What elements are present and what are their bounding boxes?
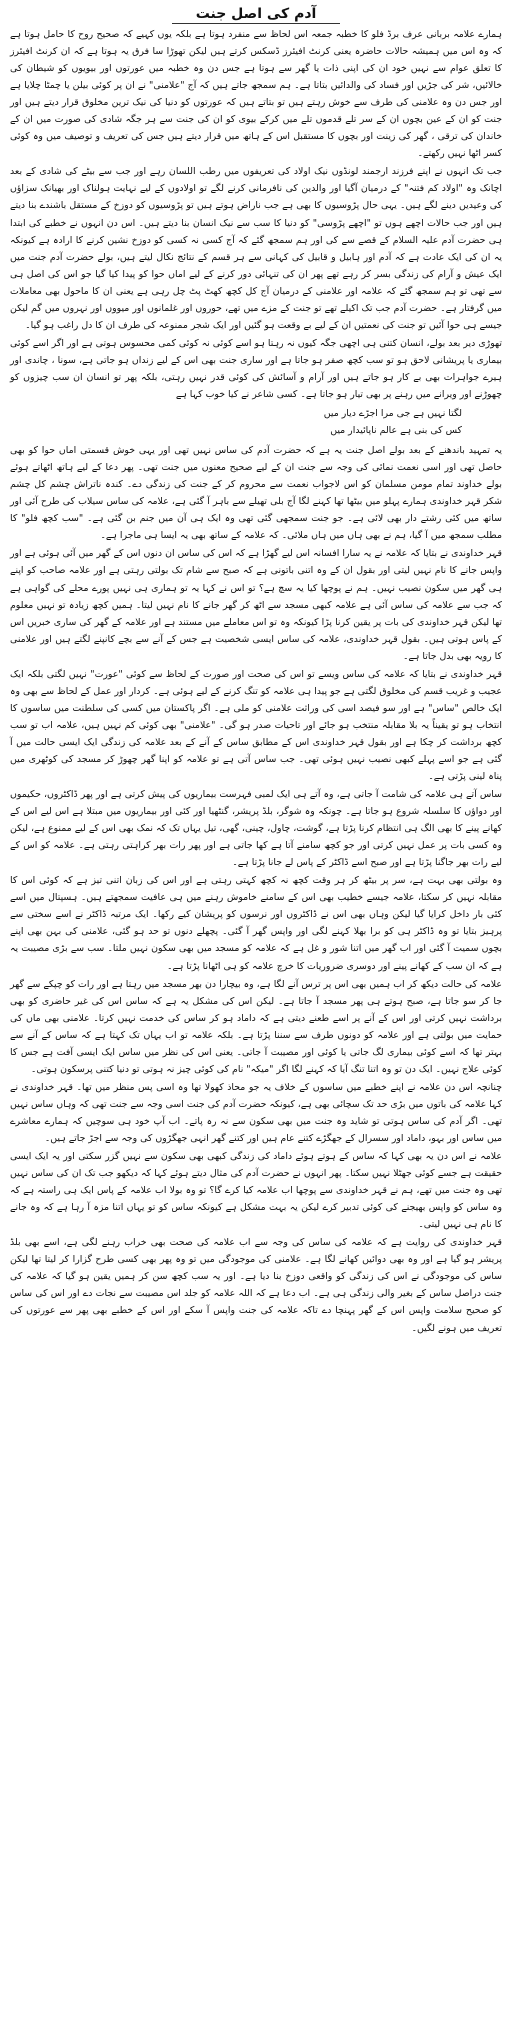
paragraph: قہر خداوندی نے بتایا کہ علامہ نے یہ سارا افسانہ اس لیے گھڑا ہے کہ اس کی ساس ان دنوں اس کے گھر میں آئی ہوئی ہے اور واپس جانے کا نام نہیں لیتی اور بقول ان کے وہ اتنی باتونی ہے کہ صبح سے شام تک بولتی رہتی ہے اور علامہ صاحب کو اپنے ہی گھر میں سکون نصیب نہیں۔ ہم نے پوچھا کیا یہ سچ ہے؟ تو اس نے کہا یہ تو ہماری ہی نہیں پورے محلے کی گواہی ہے کہ جب سے علامہ کی ساس آئی ہے علامہ کبھی مسجد سے اٹھ کر گھر جانے کا نام نہیں لیتا۔ ہمیں کچھ زیادہ تو نہیں معلوم تھا لیکن قہر خداوندی کی بات پر یقین کرنا پڑا کیونکہ وہ تو اس معاملے میں مستند ہے اور علامہ کے گھر کی ساری خبریں اس کے پاس ہوتی ہیں۔ بقول قہر خداوندی، علامہ کی ساس ایسی شخصیت ہے جس کے آنے سے بچے کانپنے لگتے ہیں اور علامنی کا رویہ بھی بدل جاتا ہے۔ [10,548,502,662]
paragraph: تھوڑی دیر بعد بولے، انسان کتنی ہی اچھی جگہ کیوں نہ رہتا ہو اسے کوئی نہ کوئی کمی محسوس ہوتی ہے اور اگر اسے کوئی بیماری یا پریشانی لاحق ہو تو سب کچھ صفر ہو جاتا ہے اور ساری جنت بھی اس کے لیے زنداں ہو جاتی ہے، سونا ، چاندی اور ہیرے جواہرات بھی بے کار ہو جاتے ہیں اور آرام و آسائش کی کوئی قدر نہیں رہتی، بلکہ پھر تو انسان ان سب چیزوں کو چھوڑنے اور ویرانے میں رہنے پر بھی تیار ہو جاتا ہے۔ کسی شاعر نے کیا خوب کہا ہے [10,337,502,400]
article-body [10,26,502,1337]
couplet-line: کس کی بنی ہے عالم ناپائیدار میں [330,425,462,437]
paragraph: چنانچہ اس دن علامہ نے اپنے خطبے میں ساسوں کے خلاف یہ جو محاذ کھولا تھا وہ اسی پس منظر میں تھا۔ قہر خداوندی نے کہا علامہ کی باتوں میں بڑی حد تک سچائی بھی ہے، کیونکہ حضرت آدم کی جنت اسی وجہ سے جنت تھی کہ وہاں ساس نہیں تھی۔ اگر آدم کی ساس ہوتی تو شاید وہ جنت میں بھی سکون سے نہ رہ پاتے۔ اب آپ خود ہی سوچیں کہ ہمارے معاشرے میں ساس اور بہو، داماد اور سسرال کے جھگڑے کتنے عام ہیں اور کتنے گھر انہی جھگڑوں کی وجہ سے اجڑ جاتے ہیں۔ [10,1081,502,1144]
paragraph: ساس آتے ہی علامہ کی شامت آ جاتی ہے، وہ آتے ہی ایک لمبی فہرست بیماریوں کی پیش کرتی ہے اور پھر ڈاکٹروں، حکیموں اور دواؤں کا سلسلہ شروع ہو جاتا ہے۔ چونکہ وہ شوگر، بلڈ پریشر، گنٹھیا اور کئی اور بیماریوں میں مبتلا ہے اس لیے اس کے کھانے پینے کا بھی الگ ہی انتظام کرنا پڑتا ہے، گوشت، چاول، چینی، گھی، تیل یہاں تک کہ نمک بھی اس کے لیے ممنوع ہے، لیکن وہ کسی بات پر عمل نہیں کرتی اور جو کچھ سامنے آتا ہے کھا جاتی ہے اور پھر رات بھر کراہتی رہتی ہے۔ علامہ کو اس کے لیے رات بھر جاگنا پڑتا ہے اور صبح اسے ڈاکٹر کے پاس لے جانا پڑتا ہے۔ [10,789,502,869]
article-title: آدم کی اصل جنت [10,4,502,24]
paragraph: وہ بولتی بھی بہت ہے، سر پر بیٹھ کر ہر وقت کچھ نہ کچھ کہتی رہتی ہے اور اس کی زبان اتنی تیز ہے کہ کوئی اس کا مقابلہ نہیں کر سکتا، علامہ جیسے خطیب بھی اس کے سامنے خاموش رہنے میں ہی عافیت سمجھتے ہیں۔ ہسپتال میں اسے کئی بار داخل کرایا گیا لیکن وہاں بھی اس نے ڈاکٹروں اور نرسوں کو پریشان کیے رکھا۔ ایک مرتبہ ڈاکٹر نے اسے سختی سے پرہیز بتایا تو وہ ڈاکٹر ہی کو برا بھلا کہنے لگی اور واپس گھر آ گئی۔ پچھلے دنوں تو حد ہو گئی، علامنی کی بہن بھی اپنے بچوں سمیت آ گئی اور اب گھر میں اتنا شور و غل ہے کہ علامہ کو مسجد میں بھی سکون نہیں ملتا۔ سب سے بڑی مصیبت یہ ہے کہ ان سب کے کھانے پینے اور دوسری ضروریات کا خرچ علامہ کو ہی اٹھانا پڑتا ہے۔ [10,875,502,972]
paragraph: علامہ نے اس دن یہ بھی کہا کہ ساس کے ہوتے ہوئے داماد کی زندگی کبھی بھی سکون سے نہیں گزر سکتی اور یہ ایک ایسی حقیقت ہے جسے کوئی جھٹلا نہیں سکتا۔ پھر انہوں نے حضرت آدم کی مثال دیتے ہوئے کہا کہ دیکھو جب تک ان کی ساس نہیں تھی وہ جنت میں تھے، ہم نے قہر خداوندی سے پوچھا اب علامہ کیا کرے گا؟ تو وہ بولا اب علامہ کے پاس ایک ہی راستہ ہے کہ وہ ساس کو واپس بھیجنے کی کوئی تدبیر کرے لیکن یہ بہت مشکل ہے کیونکہ ساس کو تو یہاں اتنا مزہ آ رہا ہے کہ وہ جانے کا نام ہی نہیں لیتی۔ [10,1151,502,1231]
paragraph: علامہ کی حالت دیکھ کر اب ہمیں بھی اس پر ترس آنے لگا ہے، وہ بیچارا دن بھر مسجد میں رہتا ہے اور رات کو چپکے سے گھر جا کر سو جاتا ہے، صبح ہوتے ہی پھر مسجد آ جاتا ہے۔ لیکن اس کی مشکل یہ ہے کہ ساس اس کی غیر حاضری کو بھی برداشت نہیں کرتی اور اس کے آنے پر اسے طعنے دیتی ہے کہ داماد ہو کر ساس کی خدمت نہیں کرتا۔ علامنی بھی ماں کی حمایت میں بولتی ہے اور علامہ کو دونوں طرف سے سننا پڑتا ہے۔ بلکہ علامہ تو اب یہاں تک کہتا ہے کہ ساس کے آنے سے بہتر تھا کہ اسے کوئی بیماری لگ جاتی یا کوئی اور مصیبت آ جاتی۔ یعنی اس کی نظر میں ساس ایک ایسی آفت ہے جس کا کوئی علاج نہیں۔ ایک دن تو وہ اتنا تنگ آیا کہ کہنے لگا اگر "میکہ" نام کی کوئی چیز نہ ہوتی تو دنیا کتنی پرسکون ہوتی۔ [10,978,502,1075]
paragraph: ہمارے علامہ بربانی عرف برڈ فلو کا خطبہ جمعہ اس لحاظ سے منفرد ہوتا ہے بلکہ یوں کہیے کہ صحیح روح کا حامل ہوتا ہے کہ وہ اس میں ہمیشہ حالات حاضرہ یعنی کرنٹ افیئرز ڈسکس کرتے ہیں لیکن تھوڑا سا فرق یہ ہوتا ہے کہ ان کرنٹ افیئرز کا تعلق عوام سے نہیں خود ان کی اپنی ذات یا گھر سے ہوتا ہے جس دن وہ خطبہ میں عورتوں اور بیویوں کو شیطان کی خالائیں، شر کی جڑیں اور فساد کی والدائیں بتاتا ہے۔ ہم سمجھ جاتے ہیں کہ آج "علامنی" نے ان پر کوئی بیلن یا چمٹا چلایا ہے اور جس دن وہ علامنی کی طرف سے خوش رہتے ہیں تو بتاتے ہیں کہ عورتوں کو دنیا کی نیک ترین مخلوق قرار دیتے ہیں اور جنت کو ان کے عین بچوں ان کے سر تلے قدموں تلے میں کرکے بیوی کو ان کی جنت سے ہر جگہ شادی کی صورت میں ان کے خاندان کی ترقی ، گھر کی زینت اور بچوں کا مستقبل اس کے ہاتھ میں قرار دیتے ہیں جس کی تعریف و توصیف میں وہ کوئی کسر اٹھا نہیں رکھتے۔ [10,29,502,160]
paragraph: جب تک انہوں نے اپنے فرزند ارجمند لونڈوں نیک اولاد کی تعریفوں میں رطب اللسان رہے اور جب سے بیٹے کی شادی کے بعد اچانک وہ "اولاد کم فتنہ" کے درمیان آگیا اور والدین کی نافرمانی کرنے لگے تو اولادوں کے لیے نہایت ہولناک اور بھیانک سزاؤں کی وعیدیں دینے لگے ہیں۔ یہی حال پڑوسیوں کا بھی ہے جب ناراض ہوتے ہیں تو پڑوسیوں کو دوزخ کے مستقل باشندے بنا دیتے ہیں اور جب حالات اچھے ہوں تو "اچھے پڑوسی" کو دنیا کا سب سے نیک انسان بنا دیتے ہیں۔ اس دن انہوں نے خطبے کی ابتدا ہی حضرت آدم علیہ السلام کے قصے سے کی اور ہم سمجھ گئے کہ آج کسی نہ کسی کو دوزخ نشین کرنے کا ارادہ ہے کیونکہ یہ ان کی ایک عادت ہے کہ آدم اور ہابیل و قابیل کی کہانی سے ہر قسم کے نتائج نکال لیتے ہیں، بولے حضرت آدم جنت میں ایک عیش و آرام کی زندگی بسر کر رہے تھے پھر ان کی تنہائی دور کرنے کے لیے اماں حوا کو پیدا کیا گیا جو اس کی اصل ہی سے تھی تو ہم سمجھ گئے کہ علامہ اور علامنی کے درمیان آج کل کچھ کھٹ پٹ چل رہی ہے یعنی ان کا ماحول بھی معاملات میں گرفتار ہے۔ حضرت آدم جب تک اکیلے تھے تو جنت کے مزے میں تھے، حوروں اور غلمانوں اور میووں اور نہروں میں گم لیکن جیسے ہی حوا آئیں تو جنت کی نعمتیں ان کے لیے بے وقعت ہو گئیں اور ایک شجر ممنوعہ کی طرف ان کا دل راغب ہو گیا۔ [10,166,502,331]
paragraph: یہ تمہید باندھنے کے بعد بولے اصل جنت یہ ہے کہ حضرت آدم کی ساس نہیں تھی اور یہی خوش قسمتی اماں حوا کو بھی حاصل تھی اور اسی نعمت نمائی کی وجہ سے جنت ان کے لیے صحیح معنوں میں جنت تھی۔ پھر دعا کے لیے ہاتھ اٹھاتے ہوئے بولے خداوند تمام مومن مسلمان کو اس لاجواب نعمت سے محروم کر کے جنت کی زندگی دے۔ کندہ ناتراش چشم کل چشم شکر قہر خداوندی ہمارے پہلو میں بیٹھا تھا کہنے لگا آج بلی تھیلے سے باہر آ گئی ہے، علامہ کی ساس سیلاب کی طرح آئی اور ساتھ میں کئی رشتے دار بھی لائی ہے۔ جو جنت سمجھی گئی تھی وہ ایک ہی آن میں جنم بن گئی ہے۔ "سب کچھ فلو" کا مطلب سمجھ میں آ گیا، ہم نے بھی ہاں میں ہاں ملائی۔ کہ علامہ کے ساتھ بھی یہ ایسا ہی ماجرا ہے۔ [10,445,502,542]
paragraph: قہر خداوندی نے بتایا کہ علامہ کی ساس ویسے تو اس کی صحت اور صورت کے لحاظ سے کوئی "عورت" نہیں لگتی بلکہ ایک عجیب و غریب قسم کی مخلوق لگتی ہے جو پیدا ہی علامہ کو تنگ کرنے کے لیے ہوئی ہے۔ کردار اور عمل کے لحاظ سے بھی وہ ایک خالص "ساس" ہے اور سو فیصد اسی کی وراثت علامنی کو ملی ہے۔ اگر پاکستان میں کسی کی سلطنت میں ساسوں کا انتخاب ہو تو یقیناً یہ بلا مقابلہ منتخب ہو جائے اور تاحیات صدر ہو گی۔ "علامنی" بھی کوئی کم نہیں ہیں، علامہ اب تو سب کچھ برداشت کر چکا ہے اور بقول قہر خداوندی اس کے مطابق ساس کے آنے کے بعد علامہ کی زندگی ایک ایسی حالت میں آ گئی ہے جو اسے پہلے کبھی نصیب نہیں ہوئی تھی۔ جب ساس آتی ہے تو علامہ کو اپنا گھر چھوڑ کر مسجد کی کوٹھری میں پناہ لینی پڑتی ہے۔ [10,668,502,783]
paragraph: قہر خداوندی کی روایت ہے کہ علامہ کی ساس کی وجہ سے اب علامہ کی صحت بھی خراب رہنے لگی ہے، اسے بھی بلڈ پریشر ہو گیا ہے اور وہ بھی دوائیں کھانے لگا ہے۔ علامنی کی موجودگی میں تو وہ پھر بھی کسی طرح گزارا کر لیتا تھا لیکن ساس کی موجودگی نے اس کی زندگی کو واقعی دوزخ بنا دیا ہے۔ اور یہ سب کچھ سن کر ہمیں یقین ہو گیا کہ علامہ کی جنت دراصل ساس کے بغیر والی زندگی ہی ہے۔ اب دعا ہے کہ اللہ علامہ کو جلد اس مصیبت سے نجات دے اور اس کی ساس کو صحیح سلامت واپس اس کے گھر پہنچا دے تاکہ علامہ کی جنت واپس آ سکے اور اس کے خطبے بھی پھر سے عورتوں کی تعریف میں ہونے لگیں۔ [10,1237,502,1334]
poem-couplet [10,405,502,439]
couplet-line: لگتا نہیں ہے جی مرا اجڑے دیار میں [323,408,462,420]
